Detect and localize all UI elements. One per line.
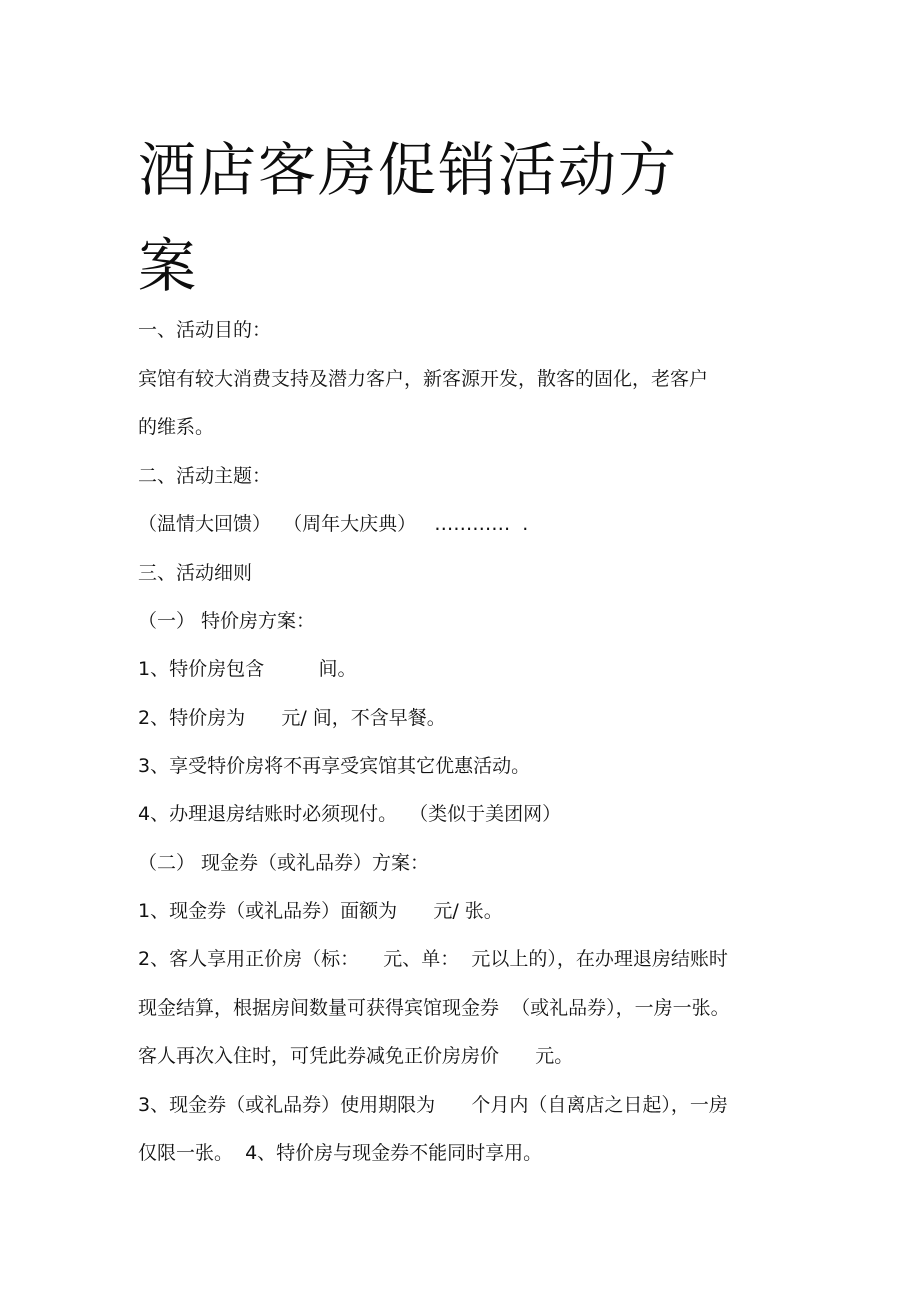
paragraph-line: 现金结算，根据房间数量可获得宾馆现金券 （或礼品券），一房一张。	[138, 997, 730, 1019]
list-item: 1、特价房包含 间。	[138, 658, 357, 680]
section-heading-details: 三、活动细则	[138, 562, 253, 584]
paragraph-line: 仅限一张。 4、特价房与现金券不能同时享用。	[138, 1142, 543, 1164]
paragraph-line: 宾馆有较大消费支持及潜力客户，新客源开发，散客的固化，老客户	[138, 368, 709, 390]
list-item: 1、现金券（或礼品券）面额为 元/ 张。	[138, 900, 503, 922]
list-item: 3、现金券（或礼品券）使用期限为 个月内（自离店之日起），一房	[138, 1094, 728, 1116]
document-title-line-1: 酒店客房促销活动方	[138, 136, 679, 204]
list-item: 4、办理退房结账时必须现付。 （类似于美团网）	[138, 803, 562, 825]
document-title-line-2: 案	[138, 232, 199, 300]
list-item: 2、特价房为 元/ 间，不含早餐。	[138, 707, 446, 729]
paragraph-line: 的维系。	[138, 416, 215, 438]
section-heading-theme: 二、活动主题：	[138, 465, 272, 487]
section-heading-purpose: 一、活动目的：	[138, 319, 272, 341]
paragraph-line: （温情大回馈） （周年大庆典） ………… .	[138, 513, 529, 535]
list-item: 2、客人享用正价房（标： 元、单： 元以上的），在办理退房结账时	[138, 948, 728, 970]
paragraph-line: 客人再次入住时，可凭此券减免正价房房价 元。	[138, 1045, 574, 1067]
subsection-heading-voucher: （二） 现金券（或礼品券）方案：	[138, 852, 430, 874]
list-item: 3、享受特价房将不再享受宾馆其它优惠活动。	[138, 755, 531, 777]
subsection-heading-special-room: （一） 特价房方案：	[138, 610, 316, 632]
